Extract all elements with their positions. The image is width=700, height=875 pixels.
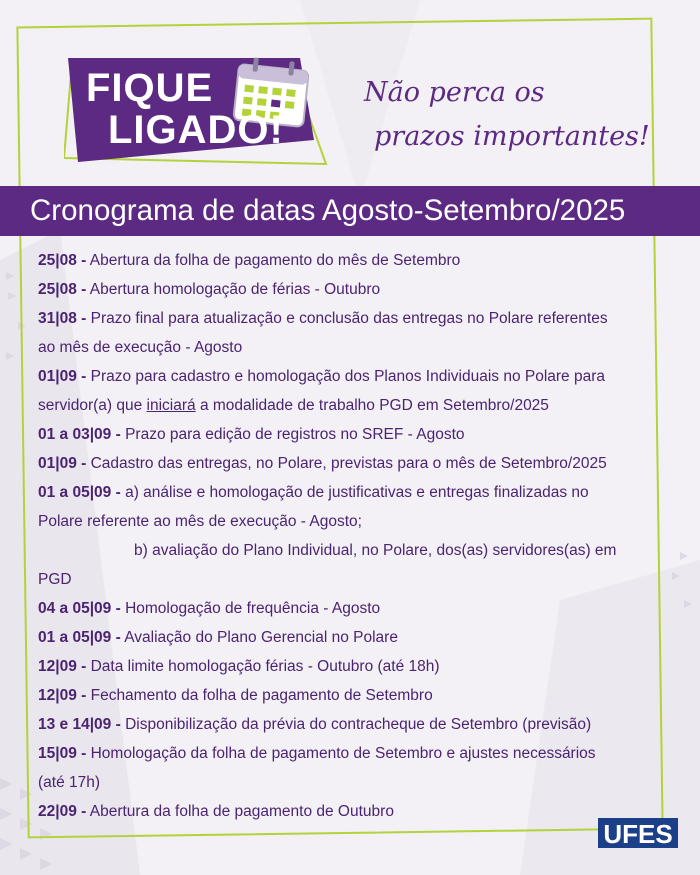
schedule-item-continuation: PGD <box>38 571 72 588</box>
tagline-line-1: Não perca os <box>364 77 545 108</box>
schedule-item: 22|09 - Abertura da folha de pagamento de Outubro <box>38 803 394 820</box>
ufes-logo <box>598 812 678 856</box>
schedule-item-continuation: ao mês de execução - Agosto <box>38 339 243 356</box>
schedule-item: 04 a 05|09 - Homologação de frequência - Agosto <box>38 600 381 617</box>
schedule-item: 31|08 - Prazo final para atualização e conclusão das entregas no Polare referentes <box>38 310 608 327</box>
underlined-word: iniciará <box>146 397 196 414</box>
schedule-item-continuation: servidor(a) que iniciará a modalidade de trabalho PGD em Setembro/2025 <box>38 397 549 414</box>
schedule-item: 15|09 - Homologação da folha de pagamento de Setembro e ajustes necessários <box>38 745 596 762</box>
schedule-item: 13 e 14|09 - Disponibilização da prévia do contracheque de Setembro (previsão) <box>38 716 592 733</box>
schedule-item: 01 a 05|09 - a) análise e homologação de justificativas e entregas finalizadas no <box>38 484 589 501</box>
schedule-item: 25|08 - Abertura da folha de pagamento do mês de Setembro <box>38 252 461 269</box>
schedule-item: 01 a 03|09 - Prazo para edição de registros no SREF - Agosto <box>38 426 465 443</box>
schedule-list <box>38 246 668 826</box>
schedule-item: 12|09 - Fechamento da folha de pagamento de Setembro <box>38 687 433 704</box>
tagline-line-2: prazos importantes! <box>374 121 650 152</box>
logo-line-2: LIGADO! <box>108 108 284 152</box>
ufes-logo-text: UFES <box>603 819 673 849</box>
schedule-item: 12|09 - Data limite homologação férias - Outubro (até 18h) <box>38 658 440 675</box>
schedule-item: 01|09 - Cadastro das entregas, no Polare, previstas para o mês de Setembro/2025 <box>38 455 607 472</box>
logo-line-1: FIQUE <box>86 66 214 110</box>
schedule-item: 01|09 - Prazo para cadastro e homologação dos Planos Individuais no Polare para <box>38 368 606 385</box>
schedule-item-continuation: Polare referente ao mês de execução - Agosto; <box>38 513 362 530</box>
page-title: Cronograma de datas Agosto-Setembro/2025 <box>30 194 626 227</box>
schedule-item-continuation: b) avaliação do Plano Individual, no Polare, dos(as) servidores(as) em <box>134 542 617 559</box>
schedule-item: 01 a 05|09 - Avaliação do Plano Gerencial no Polare <box>38 629 398 646</box>
schedule-item-continuation: (até 17h) <box>38 774 101 791</box>
schedule-item: 25|08 - Abertura homologação de férias - Outubro <box>38 281 381 298</box>
